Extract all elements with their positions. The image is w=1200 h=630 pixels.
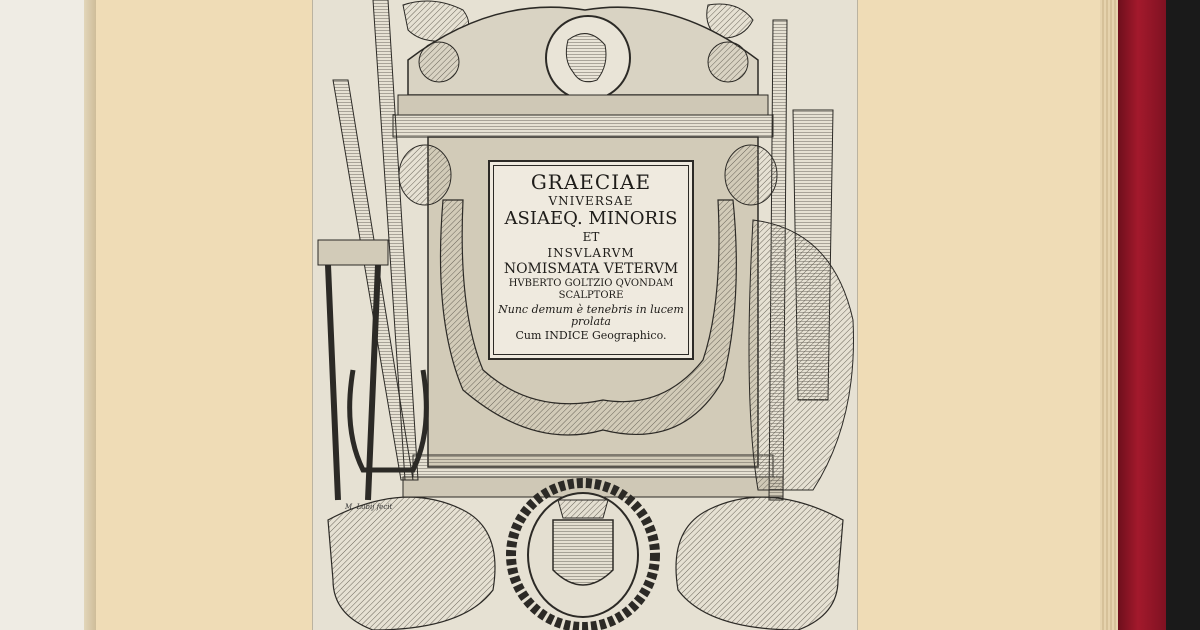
title-line-insvlarvm: INSVLARVM [547, 246, 635, 260]
lion-skin [749, 220, 854, 490]
crown [558, 500, 608, 518]
egg-and-dart-moulding [393, 115, 773, 137]
title-line-asiaeq-minoris: ASIAEQ. MINORIS [504, 208, 678, 229]
ram-head-right [725, 145, 777, 205]
title-line-cum-indice: Cum INDICE Geographico. [515, 329, 667, 342]
title-line-vniversae: VNIVERSAE [548, 194, 634, 208]
ram-head-left [399, 145, 451, 205]
pedestal-base-moulding [413, 455, 773, 477]
coat-of-arms-shield [553, 520, 613, 585]
title-line-nomismata-veterum: NOMISMATA VETERVM [503, 261, 679, 277]
title-line-prolata: prolata [571, 315, 611, 328]
griffin-right [676, 497, 843, 630]
griffin-left [328, 497, 495, 630]
cornice [398, 95, 768, 115]
red-cover-edge [1118, 0, 1168, 630]
rosette-right [708, 42, 748, 82]
engraver-signature: M. Lobij fecit [345, 503, 393, 511]
tripod-top [318, 240, 388, 265]
rosette-left [419, 42, 459, 82]
title-line-nunc-demum: Nunc demum è tenebris in lucem [498, 303, 684, 316]
page-fore-edge [1100, 0, 1120, 630]
title-plate [488, 160, 694, 360]
background-left [0, 0, 92, 630]
title-line-et: ET [582, 230, 600, 244]
title-line-graeciae: GRAECIAE [530, 170, 652, 194]
dark-background-right [1166, 0, 1200, 630]
title-line-author: HVBERTO GOLTZIO QVONDAM [508, 278, 674, 289]
title-line-scalptore: SCALPTORE [558, 290, 624, 301]
